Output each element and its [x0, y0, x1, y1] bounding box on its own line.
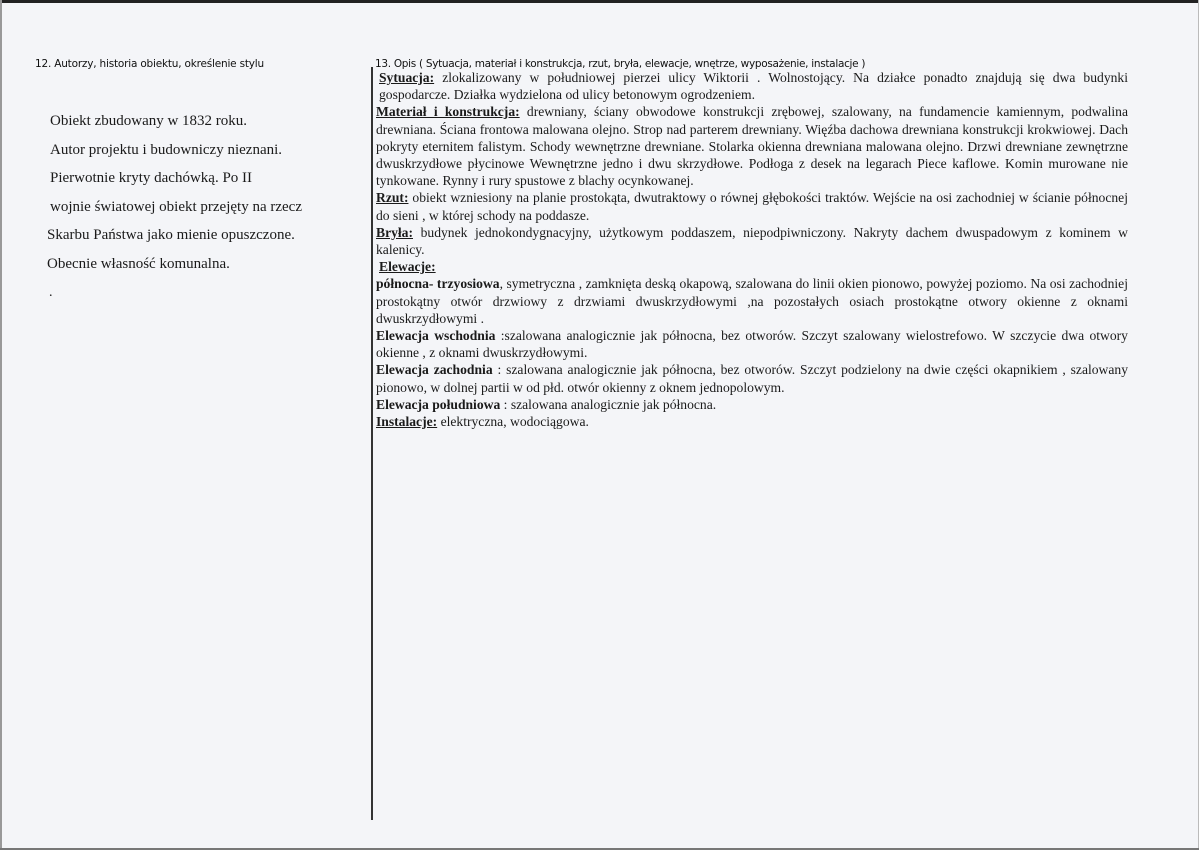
- scan-left-border: [0, 0, 2, 850]
- paragraph-material: [376, 103, 1128, 189]
- text-wschodnia: :szalowana analogicznie jak północna, bez otworów. Szczyt szalowany wielostrefowo. W szczycie dwa otwory okienne , z oknami dwuskrzydłowymi.: [376, 328, 1128, 361]
- paragraph-elewacja-wschodnia: [376, 327, 1128, 361]
- label-rzut: Rzut:: [376, 190, 409, 206]
- text-material: drewniany, ściany obwodowe konstrukcji zrębowej, szalowany, na fundamencie kamiennym, podwalina drewniana. Ściana frontowa malowana olejno. Strop nad parterem drewniany. Więźba dachowa drewniana konstrukcji krokwiowej. Dach pokryty eternitem falistym. Schody wewnętrzne drewniane. Stolarka okienna drewniana malowana olejno. Drzwi drewniane zewnętrzne dwuskrzydłowe płycinowe Wewnętrzne jedno i dwu skrzydłowe. Podłoga z desek na legarach Piece kaflowe. Komin murowane nie tynkowane. Rynny i rury spustowe z blachy ocynkowanej.: [376, 104, 1128, 189]
- column-divider: [371, 67, 373, 820]
- section-13-body: [376, 69, 1128, 430]
- paragraph-elewacja-polnocna: [376, 275, 1128, 327]
- label-poludniowa: Elewacja południowa: [376, 396, 501, 412]
- paragraph-sytuacja: [376, 69, 1128, 103]
- history-line: wojnie światowej obiekt przejęty na rzecz: [50, 198, 302, 215]
- paragraph-rzut: [376, 189, 1128, 223]
- section-12-heading: 12. Autorzy, historia obiektu, określenie stylu: [35, 58, 264, 70]
- label-elewacje: Elewacje:: [379, 259, 436, 275]
- paragraph-instalacje: [376, 413, 1128, 430]
- history-line: Obecnie własność komunalna.: [47, 255, 230, 272]
- text-rzut: obiekt wzniesiony na planie prostokąta, dwutraktowy o równej głębokości traktów. Wejście na osi zachodniej w ścianie północnej do sieni , w której schody na poddasze.: [376, 190, 1128, 223]
- scan-top-border: [0, 0, 1199, 3]
- label-bryla: Bryła:: [376, 224, 413, 240]
- history-line: Autor projektu i budowniczy nieznani.: [50, 141, 283, 158]
- heading-elewacje: [376, 258, 1128, 275]
- label-sytuacja: Sytuacja:: [379, 70, 435, 85]
- label-instalacje: Instalacje:: [376, 414, 438, 430]
- text-sytuacja: zlokalizowany w południowej pierzei ulicy Wiktorii . Wolnostojący. Na działce ponadto znajdują się dwa budynki gospodarcze. Działka wydzielona od ulicy betonowym ogrodzeniem.: [379, 70, 1128, 103]
- section-12-body: [47, 114, 367, 301]
- label-material: Materiał i konstrukcja:: [376, 104, 520, 120]
- history-line: Pierwotnie kryty dachówką. Po II: [50, 170, 253, 186]
- text-poludniowa: : szalowana analogicznie jak północna.: [500, 396, 717, 412]
- history-line: Obiekt zbudowany w 1832 roku.: [50, 113, 248, 129]
- label-zachodnia: Elewacja zachodnia: [376, 362, 493, 378]
- label-wschodnia: Elewacja wschodnia: [376, 328, 496, 344]
- trailing-mark: .: [49, 285, 53, 300]
- paragraph-elewacja-zachodnia: [376, 361, 1128, 395]
- paragraph-elewacja-poludniowa: [376, 396, 1128, 413]
- history-line: Skarbu Państwa jako mienie opuszczone.: [47, 227, 295, 243]
- text-zachodnia: : szalowana analogicznie jak północna, bez otworów. Szczyt podzielony na dwie części okapnikiem , szalowany pionowo, w dolnej partii w od płd. otwór okienny z oknem jednopolowym.: [376, 362, 1128, 395]
- text-bryla: budynek jednokondygnacyjny, użytkowym poddaszem, niepodpiwniczony. Nakryty dachem dwuspadowym z kominem w kalenicy.: [376, 224, 1128, 258]
- label-polnocna: północna- trzyosiowa: [376, 276, 500, 292]
- text-instalacje: elektryczna, wodociągowa.: [437, 414, 589, 430]
- section-13-heading: 13. Opis ( Sytuacja, materiał i konstrukcja, rzut, bryła, elewacje, wnętrze, wyposażenie, instalacje ): [375, 58, 866, 70]
- paragraph-bryla: [376, 224, 1128, 258]
- text-polnocna: , symetryczna , zamknięta deską okapową, szalowana do linii okien pionowo, powyżej poziomo. Na osi zachodniej prostokątny otwór drzwiowy z drzwiami dwuskrzydłowymi ,na pozostałych osiach prostokątne otwory okienne z oknami dwuskrzydłowymi .: [376, 276, 1128, 326]
